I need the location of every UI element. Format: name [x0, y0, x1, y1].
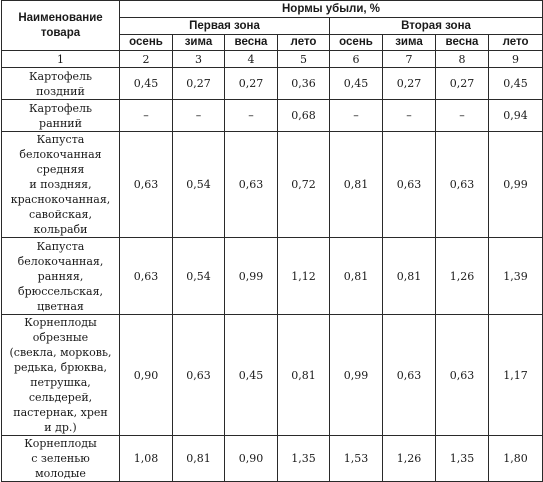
norm-value-cell: 0,63 [436, 132, 489, 238]
column-number: 6 [330, 51, 383, 68]
norm-value-cell: 0,90 [225, 436, 278, 482]
norm-value-cell: 0,81 [383, 238, 436, 315]
season-header: весна [436, 35, 489, 51]
norm-value-cell: 0,27 [436, 68, 489, 100]
norm-value-cell: 0,63 [120, 238, 173, 315]
season-header: весна [225, 35, 278, 51]
table-row [2, 238, 543, 315]
norm-value-cell: 0,27 [173, 68, 225, 100]
column-number: 8 [436, 51, 489, 68]
season-header: осень [330, 35, 383, 51]
norms-title-header: Нормы убыли, % [120, 1, 543, 18]
norm-value-cell: 0,99 [225, 238, 278, 315]
season-header: осень [120, 35, 173, 51]
norm-value-cell: 0,99 [330, 315, 383, 436]
norm-value-cell: 1,08 [120, 436, 173, 482]
norm-value-cell: 0,45 [120, 68, 173, 100]
norm-value-cell: 1,53 [330, 436, 383, 482]
season-header: зима [173, 35, 225, 51]
norm-value-cell: 0,94 [489, 100, 543, 132]
column-number: 3 [173, 51, 225, 68]
norm-value-cell: – [120, 100, 173, 132]
column-number: 7 [383, 51, 436, 68]
column-number: 2 [120, 51, 173, 68]
norm-value-cell: – [330, 100, 383, 132]
season-header: лето [278, 35, 330, 51]
norm-value-cell: 1,80 [489, 436, 543, 482]
column-number: 1 [2, 51, 120, 68]
column-number: 5 [278, 51, 330, 68]
norm-value-cell: 0,72 [278, 132, 330, 238]
norm-value-cell: – [436, 100, 489, 132]
norm-value-cell: – [383, 100, 436, 132]
product-name-cell: Корнеплоды с зеленью молодые [2, 436, 120, 482]
column-number-row [2, 51, 543, 68]
norm-value-cell: 0,63 [120, 132, 173, 238]
norm-value-cell: 1,35 [436, 436, 489, 482]
norm-value-cell: 0,81 [278, 315, 330, 436]
product-name-cell: Капуста белокочанная средняя и поздняя, краснокочанная, савойская, кольраби [2, 132, 120, 238]
product-name-header: Наименование товара [2, 1, 120, 51]
table-header [2, 1, 543, 68]
norm-value-cell: 0,68 [278, 100, 330, 132]
product-name-cell: Капуста белокочанная, ранняя, брюссельская, цветная [2, 238, 120, 315]
norm-value-cell: 0,27 [225, 68, 278, 100]
table-row [2, 436, 543, 482]
norm-value-cell: 0,63 [383, 132, 436, 238]
table-row [2, 315, 543, 436]
table-row [2, 100, 543, 132]
norm-value-cell: – [173, 100, 225, 132]
norm-value-cell: 1,12 [278, 238, 330, 315]
loss-norms-table [1, 0, 543, 482]
zone2-header: Вторая зона [330, 18, 543, 35]
product-name-cell: Корнеплоды обрезные (свекла, морковь, редька, брюква, петрушка, сельдерей, пастернак, хрен и др.) [2, 315, 120, 436]
season-header: зима [383, 35, 436, 51]
norm-value-cell: 0,54 [173, 238, 225, 315]
norm-value-cell: 0,63 [436, 315, 489, 436]
product-name-cell: Картофель ранний [2, 100, 120, 132]
norm-value-cell: 1,26 [383, 436, 436, 482]
norm-value-cell: 0,45 [225, 315, 278, 436]
norm-value-cell: 1,35 [278, 436, 330, 482]
column-number: 9 [489, 51, 543, 68]
norm-value-cell: 0,81 [173, 436, 225, 482]
season-header: лето [489, 35, 543, 51]
table-row [2, 68, 543, 100]
norm-value-cell: 0,45 [489, 68, 543, 100]
norm-value-cell: 1,26 [436, 238, 489, 315]
table-body [2, 68, 543, 482]
norm-value-cell: 1,39 [489, 238, 543, 315]
norm-value-cell: 0,54 [173, 132, 225, 238]
norm-value-cell: 1,17 [489, 315, 543, 436]
norm-value-cell: – [225, 100, 278, 132]
table-row [2, 132, 543, 238]
norm-value-cell: 0,63 [383, 315, 436, 436]
norm-value-cell: 0,63 [173, 315, 225, 436]
norm-value-cell: 0,45 [330, 68, 383, 100]
norm-value-cell: 0,81 [330, 238, 383, 315]
norm-value-cell: 0,36 [278, 68, 330, 100]
zone1-header: Первая зона [120, 18, 330, 35]
norm-value-cell: 0,99 [489, 132, 543, 238]
product-name-cell: Картофель поздний [2, 68, 120, 100]
norm-value-cell: 0,90 [120, 315, 173, 436]
norm-value-cell: 0,27 [383, 68, 436, 100]
norm-value-cell: 0,63 [225, 132, 278, 238]
column-number: 4 [225, 51, 278, 68]
norm-value-cell: 0,81 [330, 132, 383, 238]
